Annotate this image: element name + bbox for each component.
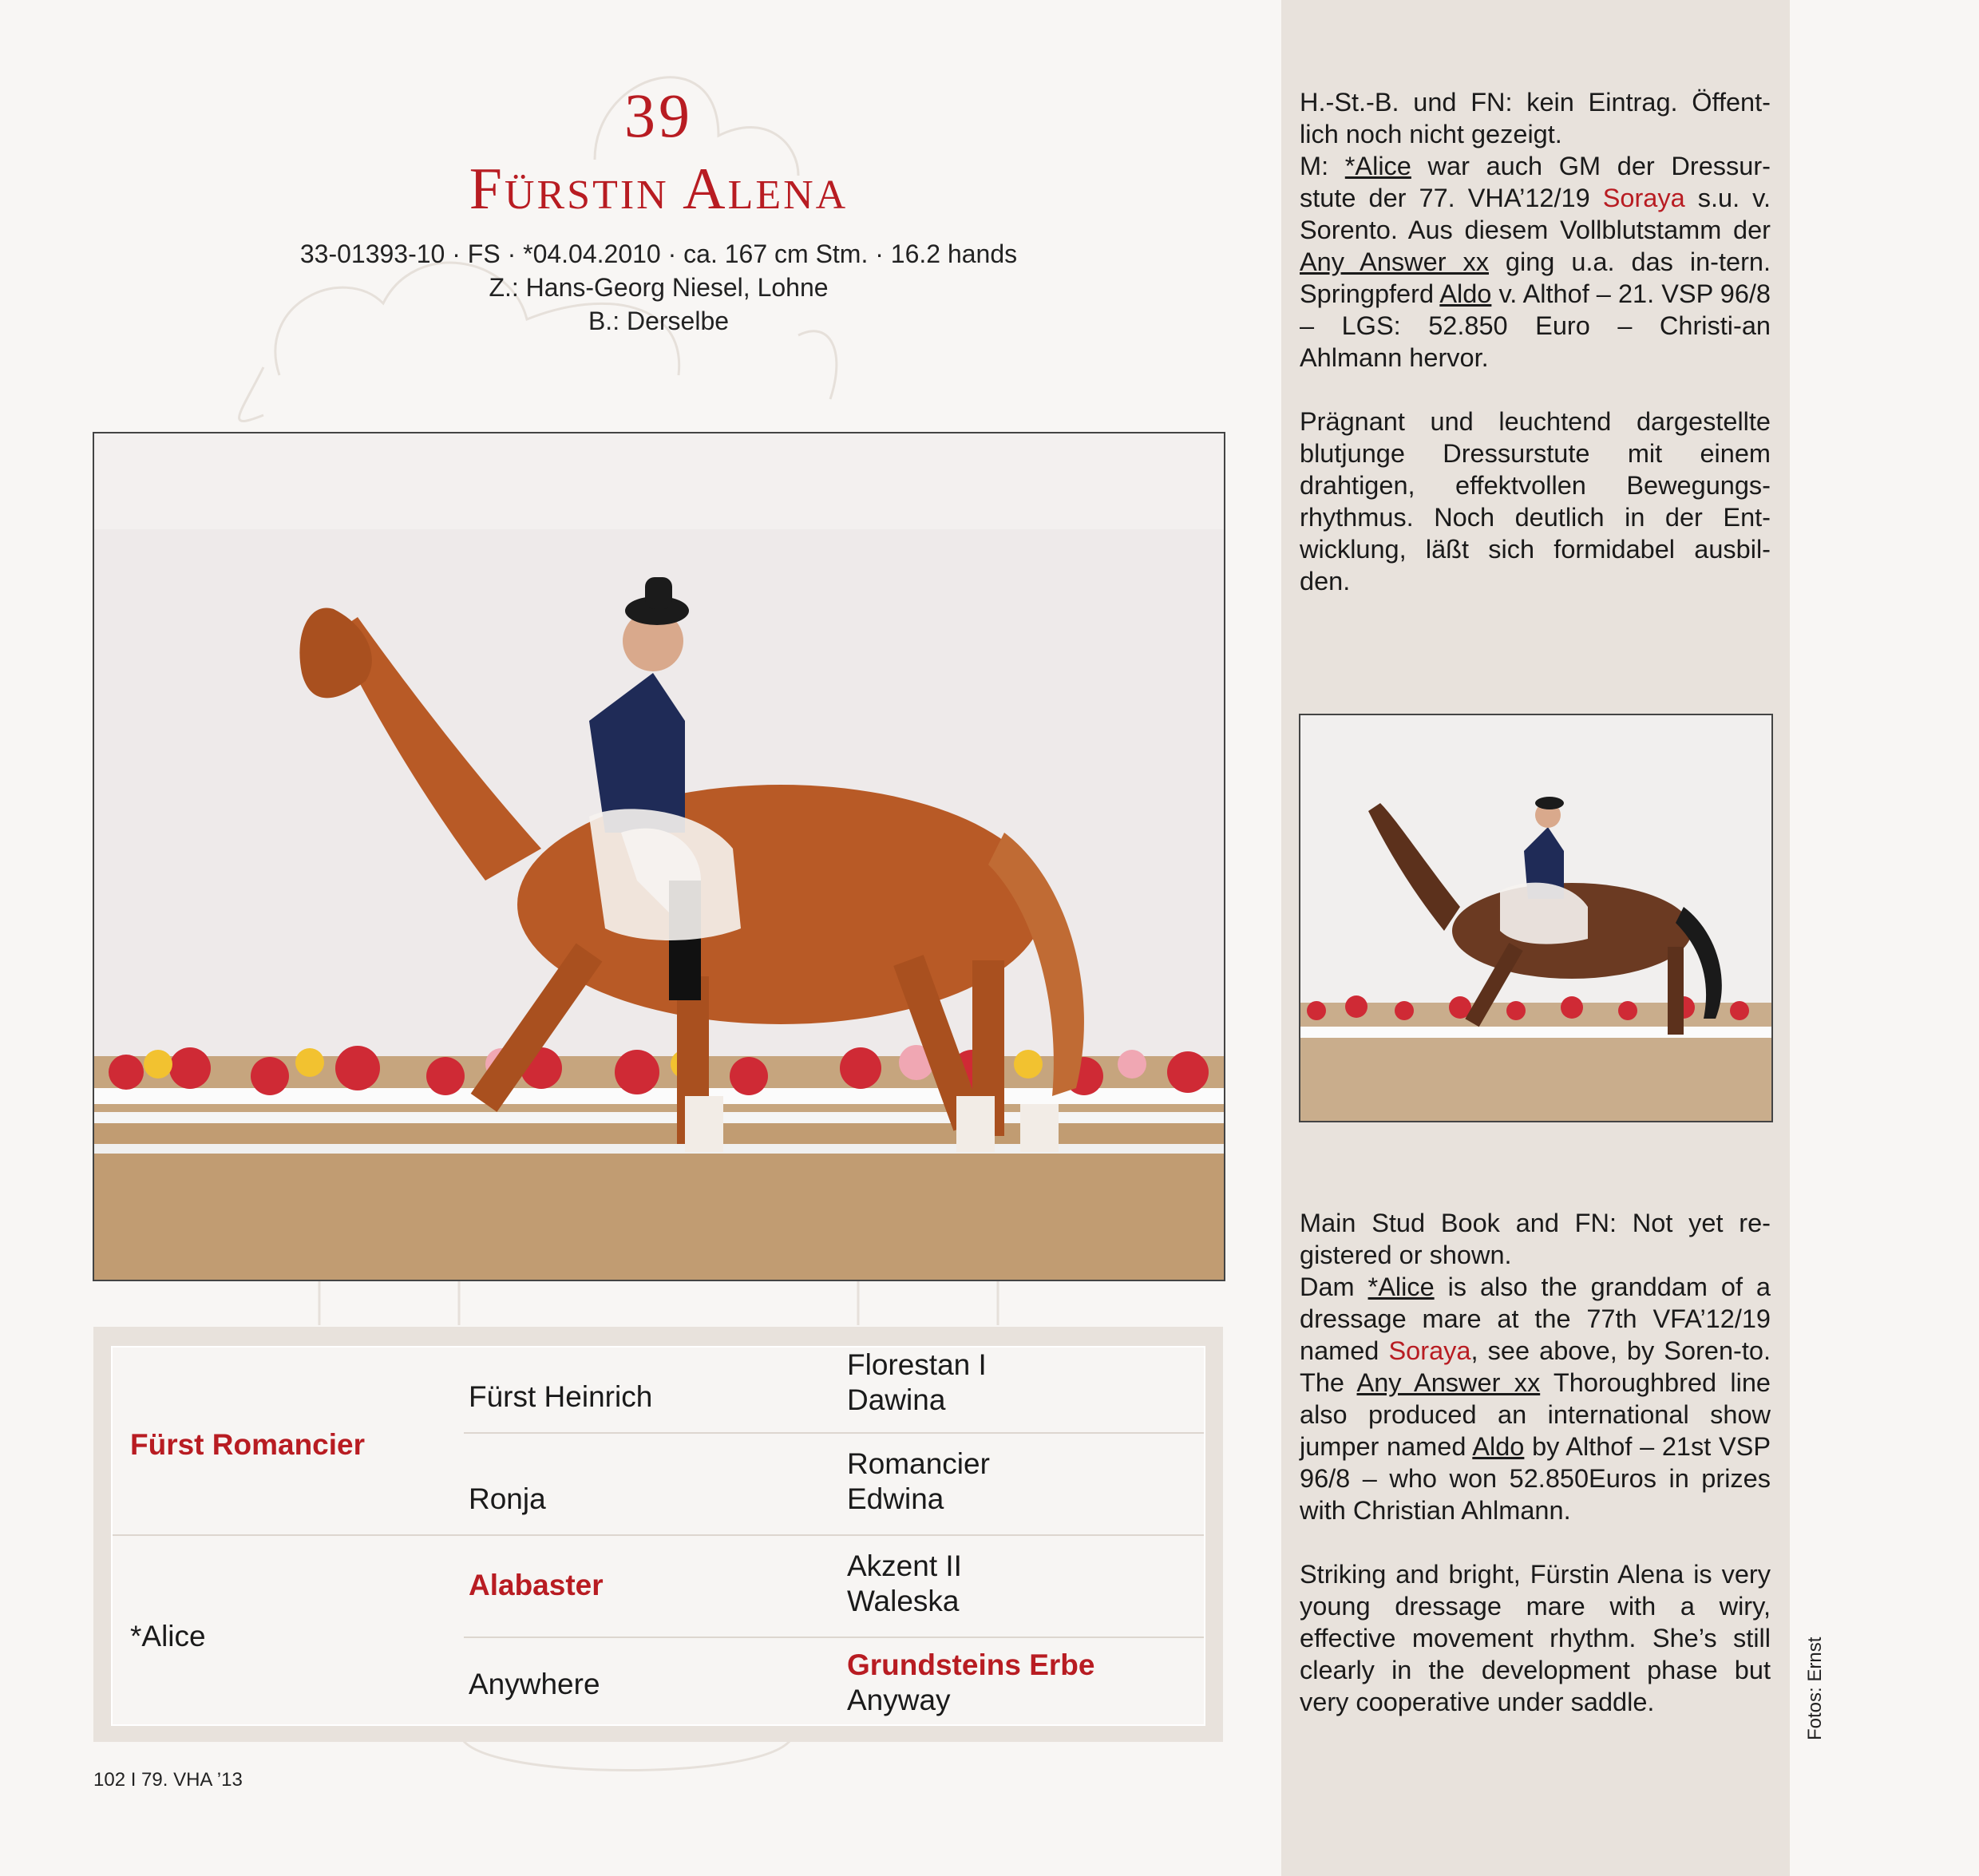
english-assessment: Striking and bright, Fürstin Alena is very young dressage mare with a wiry, effective movement rhythm. She’s still clearly in the development phase but very cooperative under saddle. — [1300, 1560, 1771, 1716]
lot-number: 39 — [624, 81, 693, 150]
german-dam-paragraph: M: *Alice war auch GM der Dressur-stute der 77. VHA’12/19 Soraya s.u. v. Sorento. Aus diesem Vollblutstamm der Any Answer xx ging u.a. das in-tern. Springpferd Aldo v. Althof – 21. VSP 96/8 – LGS: 52.850 Euro – Christi-an Ahlmann hervor. — [1300, 152, 1771, 372]
pedigree-dam: *Alice — [130, 1620, 206, 1652]
pedigree-sire-sire: Fürst Heinrich — [469, 1380, 653, 1413]
english-registration: Main Stud Book and FN: Not yet re-gistered or shown. — [1300, 1209, 1771, 1269]
pedigree-dam-dam: Anywhere — [469, 1668, 600, 1700]
pedigree-table — [93, 1327, 1223, 1742]
german-assessment: Prägnant und leuchtend dargestellte blutjunge Dressurstute mit einem drahtigen, effektvollen Bewegungs-rhythmus. Noch deutlich in der Ent-wicklung, läßt sich formidabel ausbil-den. — [1300, 407, 1771, 596]
pedigree-sire-dam-dam: Edwina — [847, 1482, 944, 1515]
german-description — [1300, 86, 1771, 597]
pedigree-inner — [111, 1346, 1205, 1726]
pedigree-sire-sire-sire: Florestan I — [847, 1348, 987, 1381]
german-registration: H.-St.-B. und FN: kein Eintrag. Öffent-lich noch nicht gezeigt. — [1300, 88, 1771, 148]
link-alice: *Alice — [1344, 152, 1411, 180]
breeder-line: Z.: Hans-Georg Niesel, Lohne — [489, 273, 829, 302]
name-soraya: Soraya — [1602, 184, 1685, 212]
english-description — [1300, 1207, 1771, 1718]
registration-line: 33-01393-10 · FS · *04.04.2010 · ca. 167 cm Stm. · 16.2 hands — [299, 239, 1018, 268]
page-footer: 102 I 79. VHA ’13 — [93, 1769, 243, 1791]
pedigree-sire-sire-dam: Dawina — [847, 1383, 946, 1416]
secondary-horse-photo — [1299, 714, 1773, 1122]
pedigree-dam-sire: Alabaster — [469, 1569, 604, 1601]
horse-name: Fürstin Alena — [469, 156, 849, 222]
pedigree-dam-dam-sire: Grundsteins Erbe — [847, 1648, 1095, 1681]
pedigree-sire: Fürst Romancier — [130, 1428, 366, 1461]
name-soraya-en: Soraya — [1388, 1336, 1471, 1365]
name-any-answer-en: Any Answer xx — [1356, 1368, 1541, 1397]
owner-line: B.: Derselbe — [588, 307, 730, 335]
pedigree-sire-dam: Ronja — [469, 1482, 546, 1515]
pedigree-dam-sire-dam: Waleska — [847, 1585, 960, 1617]
name-aldo: Aldo — [1439, 279, 1492, 308]
name-aldo-en: Aldo — [1472, 1432, 1525, 1461]
link-alice-en: *Alice — [1367, 1272, 1435, 1301]
pedigree-dam-dam-dam: Anyway — [847, 1684, 951, 1716]
photo-credit: Fotos: Ernst — [1804, 1637, 1826, 1740]
name-any-answer: Any Answer xx — [1300, 247, 1489, 276]
english-dam-paragraph: Dam *Alice is also the granddam of a dressage mare at the 77th VFA’12/19 named Soraya, see above, by Soren-to. The Any Answer xx Thoroughbred line also produced an international show jumper named Aldo by Althof – 21st VSP 96/8 – who won 52.850Euros in prizes with Christian Ahlmann. — [1300, 1272, 1771, 1525]
pedigree-dam-sire-sire: Akzent II — [847, 1549, 962, 1582]
main-horse-photo — [93, 432, 1225, 1281]
pedigree-sire-dam-sire: Romancier — [847, 1447, 990, 1480]
